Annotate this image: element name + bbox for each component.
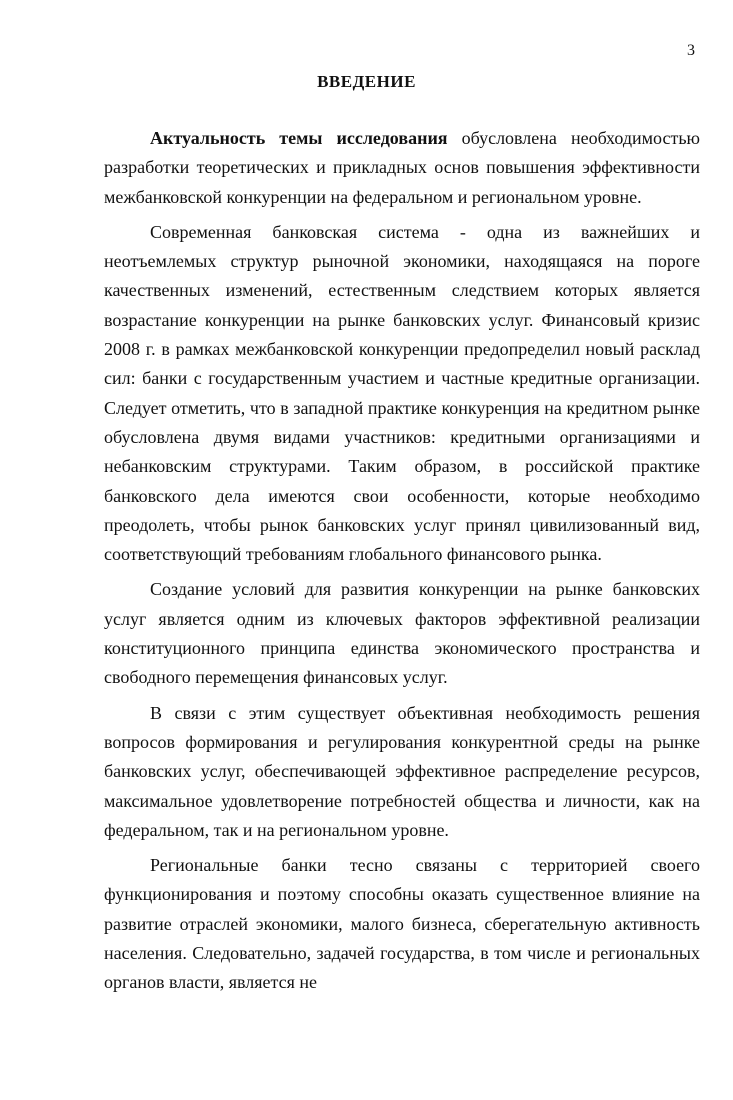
paragraph-lead: Актуальность темы исследования <box>150 128 448 148</box>
paragraph-competition-conditions <box>104 575 700 692</box>
paragraph-regional-banks <box>104 851 700 997</box>
paragraph-text: Региональные банки тесно связаны с территорией своего функционирования и поэтому способны оказать существенное влияние на развитие отраслей экономики, малого бизнеса, сберегательную активность населения. Следовательно, задачей государства, в том числе и региональных органов власти, является не <box>104 855 700 993</box>
document-body <box>104 124 700 1004</box>
paragraph-regulation-need <box>104 699 700 845</box>
paragraph-banking-system <box>104 218 700 570</box>
page-title: ВВЕДЕНИЕ <box>317 72 416 91</box>
paragraph-relevance <box>104 124 700 212</box>
paragraph-text: Современная банковская система - одна из важнейших и неотъемлемых структур рыночной экономики, находящаяся на пороге качественных изменений, естественным следствием которых является возрастание конкуренции на рынке банковских услуг. Финансовый кризис 2008 г. в рамках межбанковской конкуренции предопределил новый расклад сил: банки с государственным участием и частные кредитные организации. Следует отметить, что в западной практике конкуренция на кредитном рынке обусловлена двумя видами участников: кредитными организациями и небанковским структурами. Таким образом, в российской практике банковского дела имеются свои особенности, которые необходимо преодолеть, чтобы рынок банковских услуг принял цивилизованный вид, соответствующий требованиям глобального финансового рынка. <box>104 221 700 565</box>
paragraph-text: Создание условий для развития конкуренции на рынке банковских услуг является одним из ключевых факторов эффективной реализации конституционного принципа единства экономического пространства и свободного перемещения финансовых услуг. <box>104 579 700 688</box>
paragraph-text: обусловлена необходимостью разработки теоретических и прикладных основ повышения эффективности межбанковской конкуренции на федеральном и региональном уровне. <box>104 128 700 207</box>
page-number: 3 <box>687 42 695 59</box>
paragraph-text: В связи с этим существует объективная необходимость решения вопросов формирования и регулирования конкурентной среды на рынке банковских услуг, обеспечивающей эффективное распределение ресурсов, максимальное удовлетворение потребностей общества и личности, как на федеральном, так и на региональном уровне. <box>104 702 700 840</box>
